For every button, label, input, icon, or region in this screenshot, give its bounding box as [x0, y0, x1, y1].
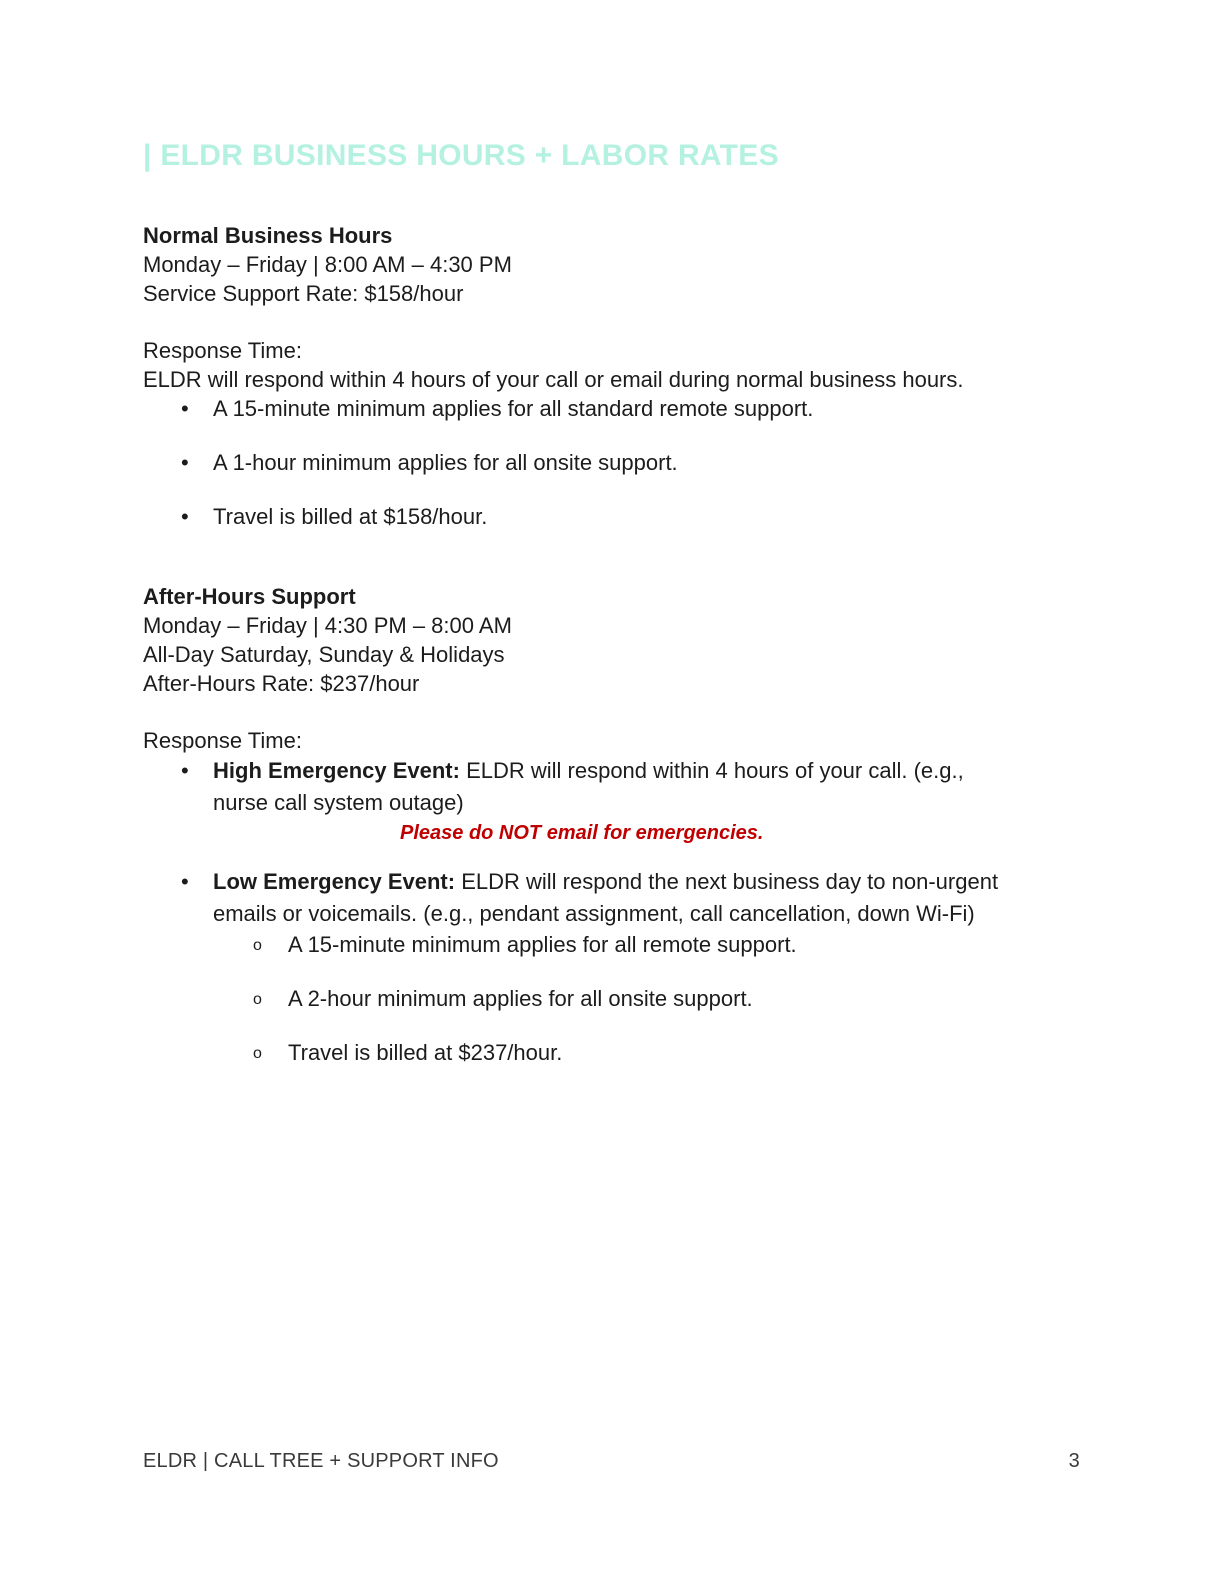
bullet-icon: •: [181, 869, 189, 894]
bullet-icon: •: [181, 504, 189, 529]
circle-bullet-icon: o: [253, 1045, 262, 1062]
list-item: [143, 448, 1080, 477]
bullet-icon: •: [181, 450, 189, 475]
after-hours-schedule-weekend: All-Day Saturday, Sunday & Holidays: [143, 642, 505, 667]
list-item-low-emergency: [143, 866, 1080, 930]
section-after-hours-support: [143, 582, 1080, 1067]
list-item: [143, 502, 1080, 531]
response-time-heading: Response Time:: [143, 338, 302, 363]
low-emergency-text: Low Emergency Event: ELDR will respond the next business day to non-urgent emails or voicemails. (e.g., pendant assignment, call cancellation, down Wi-Fi): [213, 869, 999, 926]
sub-list-item: [143, 930, 1080, 959]
sub-bullet-text: Travel is billed at $237/hour.: [288, 1040, 563, 1065]
bullet-icon: •: [181, 396, 189, 421]
normal-hours-block: [143, 221, 1080, 308]
low-emergency-label: Low Emergency Event:: [213, 869, 456, 894]
normal-hours-heading: Normal Business Hours: [143, 223, 393, 248]
sub-bullet-text: A 2-hour minimum applies for all onsite support.: [288, 986, 753, 1011]
section-normal-business-hours: [143, 221, 1080, 531]
sub-list-item: [143, 984, 1080, 1013]
bullet-text: A 1-hour minimum applies for all onsite support.: [213, 450, 678, 475]
bullet-icon: •: [181, 758, 189, 783]
emergency-warning-text: Please do NOT email for emergencies.: [400, 822, 764, 844]
page-number: 3: [1068, 1450, 1080, 1472]
page-footer: [143, 1448, 1080, 1474]
page-title: | ELDR BUSINESS HOURS + LABOR RATES: [143, 139, 779, 172]
normal-hours-rate: Service Support Rate: $158/hour: [143, 281, 464, 306]
circle-bullet-icon: o: [253, 991, 262, 1008]
high-emergency-text: High Emergency Event: ELDR will respond within 4 hours of your call. (e.g., nurse call system outage): [213, 758, 964, 815]
sub-list-item: [143, 1038, 1080, 1067]
normal-response-block: [143, 336, 1080, 394]
response-time-heading: Response Time:: [143, 728, 302, 753]
list-item: [143, 394, 1080, 423]
high-emergency-label: High Emergency Event:: [213, 758, 460, 783]
after-hours-rate: After-Hours Rate: $237/hour: [143, 671, 420, 696]
bullet-text: Travel is billed at $158/hour.: [213, 504, 488, 529]
after-hours-schedule-weekday: Monday – Friday | 4:30 PM – 8:00 AM: [143, 613, 512, 638]
bullet-text: A 15-minute minimum applies for all standard remote support.: [213, 396, 814, 421]
footer-document-title: ELDR | CALL TREE + SUPPORT INFO: [143, 1450, 499, 1472]
after-hours-block: [143, 582, 1080, 698]
list-item-high-emergency: [143, 755, 1080, 819]
response-time-intro: ELDR will respond within 4 hours of your call or email during normal business hours.: [143, 367, 964, 392]
sub-bullet-text: A 15-minute minimum applies for all remote support.: [288, 932, 797, 957]
circle-bullet-icon: o: [253, 937, 262, 954]
normal-hours-schedule: Monday – Friday | 8:00 AM – 4:30 PM: [143, 252, 512, 277]
after-hours-heading: After-Hours Support: [143, 584, 356, 609]
